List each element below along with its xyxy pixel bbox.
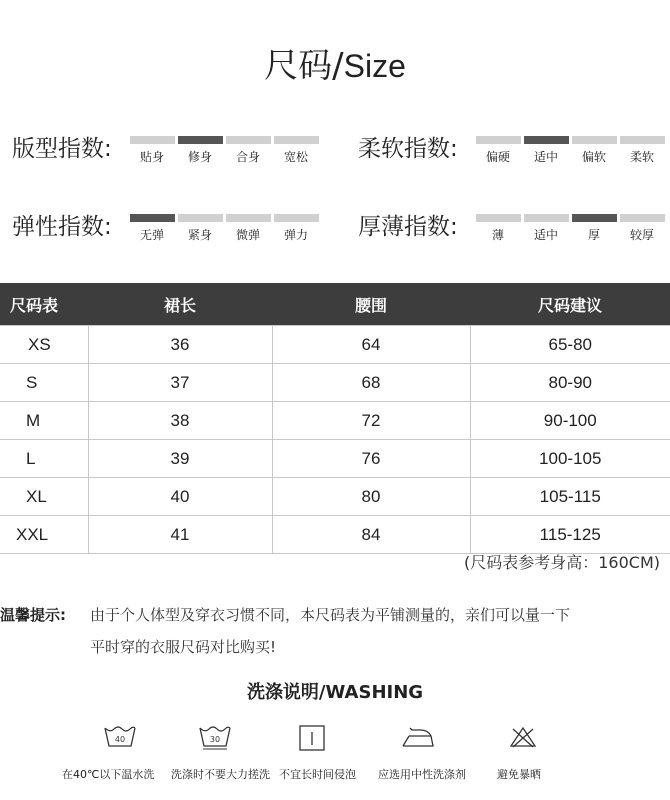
no-sun-icon	[463, 724, 583, 750]
wash-label-1: 在40℃以下温水洗	[62, 768, 155, 781]
waist-cell: 68	[272, 364, 470, 402]
title-en: Size	[343, 48, 406, 84]
waist-cell: 84	[272, 516, 470, 554]
scale-option: 偏硬	[485, 150, 510, 164]
scale-option: 修身	[187, 150, 212, 164]
scale-option: 紧身	[187, 228, 212, 242]
scale-bar	[178, 214, 223, 222]
suggestion-cell: 115-125	[470, 516, 670, 554]
scale-option: 贴身	[139, 150, 164, 164]
scale-bar	[620, 136, 665, 144]
size-cell: XS	[0, 326, 88, 364]
elasticity-index	[12, 208, 322, 248]
washing-title: 洗涤说明/WASHING	[246, 682, 424, 703]
svg-text:30: 30	[209, 735, 221, 744]
tip-line-2: 平时穿的衣服尺码对比购买!	[90, 638, 277, 656]
scale-option: 柔软	[629, 150, 654, 164]
title-zh: 尺码/	[264, 46, 344, 86]
scale-option: 微弹	[235, 228, 260, 242]
skirt-length-cell: 41	[88, 516, 272, 554]
scale-option: 薄	[491, 228, 504, 242]
scale-bar	[572, 136, 617, 144]
waist-cell: 76	[272, 440, 470, 478]
size-cell: S	[0, 364, 88, 402]
size-cell: XXL	[0, 516, 88, 554]
header-waist: 腰围	[272, 283, 470, 326]
suggestion-cell: 80-90	[470, 364, 670, 402]
svg-text:40: 40	[114, 735, 126, 744]
no-long-soak-icon	[252, 724, 372, 752]
thickness-index	[358, 208, 668, 248]
scale-bar	[226, 214, 271, 222]
size-cell: XL	[0, 478, 88, 516]
index-label: 弹性指数:	[12, 214, 112, 240]
scale-bar	[524, 214, 569, 222]
skirt-length-cell: 40	[88, 478, 272, 516]
scale-bar	[274, 136, 319, 144]
scale-option: 适中	[533, 150, 558, 164]
suggestion-cell: 90-100	[470, 402, 670, 440]
scale-bar	[476, 136, 521, 144]
header-size: 尺码表	[0, 283, 88, 326]
skirt-length-cell: 36	[88, 326, 272, 364]
table-row	[0, 326, 670, 364]
scale-bar	[226, 136, 271, 144]
waist-cell: 80	[272, 478, 470, 516]
size-cell: L	[0, 440, 88, 478]
scale-option: 较厚	[629, 228, 654, 242]
scale-option: 弹力	[283, 228, 308, 242]
wash-label-4: 应选用中性洗涤剂	[378, 768, 466, 781]
scale-option: 厚	[587, 228, 600, 242]
table-row	[0, 364, 670, 402]
skirt-length-cell: 38	[88, 402, 272, 440]
wash-label-2: 洗涤时不要大力搓洗	[171, 768, 270, 781]
scale-bar	[620, 214, 665, 222]
waist-cell: 64	[272, 326, 470, 364]
header-size-suggestion: 尺码建议	[470, 283, 670, 326]
wash-label-5: 避免暴晒	[497, 768, 541, 781]
page-title	[0, 38, 670, 87]
scale-bar-active	[130, 214, 175, 222]
size-table	[0, 283, 670, 554]
fit-index	[12, 130, 322, 170]
scale-bar	[476, 214, 521, 222]
scale-bar	[130, 136, 175, 144]
waist-cell: 72	[272, 402, 470, 440]
scale-option: 偏软	[581, 150, 606, 164]
header-skirt-length: 裙长	[88, 283, 272, 326]
index-label: 厚薄指数:	[358, 214, 458, 240]
scale-option: 无弹	[139, 228, 164, 242]
tip-label: 温馨提示:	[0, 606, 66, 624]
table-row	[0, 516, 670, 554]
scale-option: 适中	[533, 228, 558, 242]
height-reference-note: (尺码表参考身高：160CM)	[463, 553, 660, 572]
scale-bar-active	[178, 136, 223, 144]
tip-line-1: 由于个人体型及穿衣习惯不同，本尺码表为平铺测量的，亲们可以量一下	[90, 606, 571, 624]
table-row	[0, 440, 670, 478]
suggestion-cell: 105-115	[470, 478, 670, 516]
scale-option: 宽松	[283, 150, 308, 164]
scale-bar	[274, 214, 319, 222]
table-row	[0, 478, 670, 516]
softness-index	[358, 130, 668, 170]
index-label: 柔软指数:	[358, 136, 458, 162]
skirt-length-cell: 39	[88, 440, 272, 478]
index-label: 版型指数:	[12, 136, 112, 162]
size-table-header	[0, 283, 670, 326]
neutral-detergent-icon	[358, 724, 478, 750]
scale-option: 合身	[235, 150, 260, 164]
scale-bar-active	[524, 136, 569, 144]
size-cell: M	[0, 402, 88, 440]
scale-bar-active	[572, 214, 617, 222]
skirt-length-cell: 37	[88, 364, 272, 402]
suggestion-cell: 100-105	[470, 440, 670, 478]
wash-label-3: 不宜长时间侵泡	[279, 768, 356, 781]
table-row	[0, 402, 670, 440]
suggestion-cell: 65-80	[470, 326, 670, 364]
